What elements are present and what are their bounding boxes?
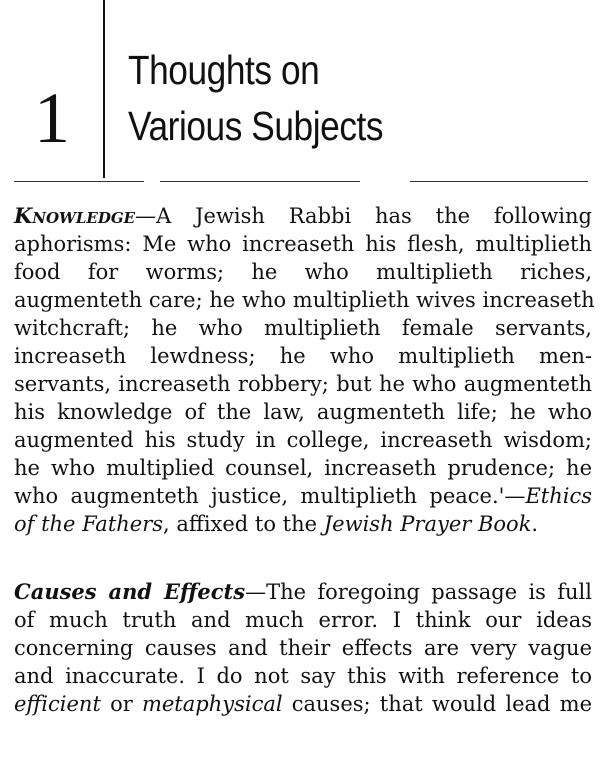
text-line: he who multiplied counsel, increaseth prudence; he	[14, 456, 592, 480]
text-run: , affixed to the	[163, 512, 324, 536]
header-rule-right	[410, 181, 588, 182]
text-line: concerning causes and their effects are very vague	[14, 636, 592, 660]
text-line: of much truth and much error. I think our ideas	[14, 608, 592, 632]
section-heading: Knowledge	[14, 203, 136, 228]
italic-run: of the Fathers	[14, 512, 164, 536]
text-line: food for worms; he who multiplieth riches,	[14, 260, 592, 284]
text-run: or	[100, 692, 142, 716]
text-line: his knowledge of the law, augmenteth life; he who	[14, 400, 592, 424]
chapter-title	[128, 42, 383, 154]
text-run: —A Jewish Rabbi has the following	[135, 204, 592, 228]
text-line: and inaccurate. I do not say this with reference to	[14, 664, 592, 688]
header-rule-left	[14, 181, 144, 182]
text-line	[14, 578, 592, 606]
text-line	[14, 690, 592, 718]
text-run: who augmenteth justice, multiplieth peace.'—	[14, 484, 526, 508]
text-run: causes; that would lead me	[282, 692, 592, 716]
text-line: augmenteth care; he who multiplieth wives increaseth	[14, 288, 595, 312]
italic-run: metaphysical	[141, 692, 283, 716]
chapter-divider-vertical	[103, 0, 105, 178]
text-line: witchcraft; he who multiplieth female servants,	[14, 316, 592, 340]
chapter-title-line-1: Thoughts on	[128, 47, 320, 93]
header-rule-middle	[160, 181, 360, 182]
section-heading: Causes and Effects	[14, 579, 246, 604]
italic-run: Jewish Prayer Book	[323, 512, 532, 536]
paragraph-causes-and-effects	[14, 578, 592, 718]
text-line: increaseth lewdness; he who multiplieth men-	[14, 344, 592, 368]
chapter-title-line-2: Various Subjects	[128, 103, 384, 149]
text-run: —The foregoing passage is full	[245, 580, 592, 604]
italic-run: Ethics	[525, 484, 592, 508]
text-line: aphorisms: Me who increaseth his flesh, multiplieth	[14, 232, 592, 256]
italic-run: efficient	[14, 692, 101, 716]
text-line	[14, 510, 592, 538]
paragraph-knowledge	[14, 202, 595, 538]
text-line	[14, 482, 592, 510]
text-line: servants, increaseth robbery; but he who augmenteth	[14, 372, 592, 396]
text-run: .	[531, 512, 539, 536]
text-line	[14, 202, 592, 230]
chapter-number: 1	[34, 78, 70, 158]
text-line: augmented his study in college, increaseth wisdom;	[14, 428, 592, 452]
